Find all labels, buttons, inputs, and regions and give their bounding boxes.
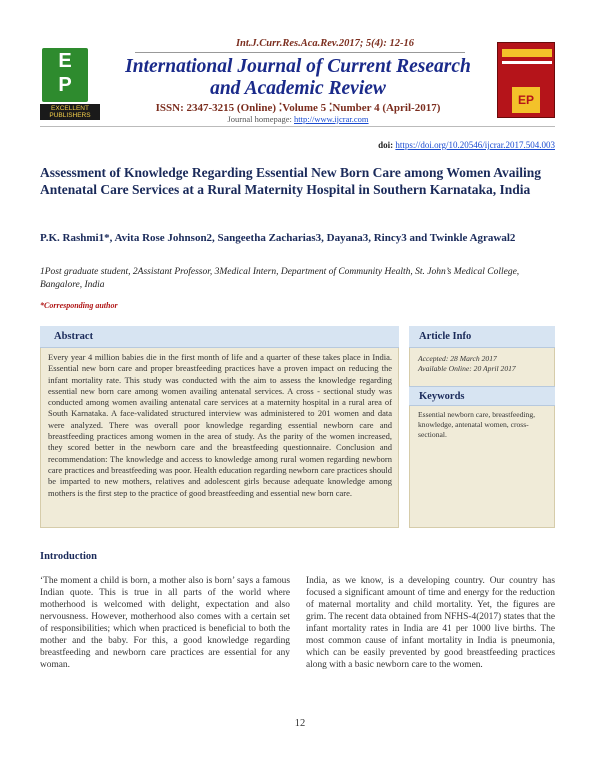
- body-column-left: ‘The moment a child is born, a mother also is born’ says a famous Indian quote. This is true in all parts of the world where motherhood is welcomed with delight, expectation and also nervousness. However, motherhood also comes with a certain set of responsibilities; which when practiced is beneficial to both the mother and the baby. For this, a good knowledge regarding breastfeeding and newborn care practices are essential for any woman.: [40, 576, 290, 670]
- doi-line: [330, 140, 555, 150]
- cover-band: [502, 49, 552, 57]
- keywords-heading: Keywords: [419, 391, 465, 402]
- issn-volume-line: ISSN: 2347-3215 (Online) ⁚Volume 5 ⁚Number 4 (April-2017): [155, 102, 441, 114]
- author-affiliations: 1Post graduate student, 2Assistant Professor, 3Medical Intern, Department of Community Health, St. John’s Medical College, Bangalore, India: [40, 267, 520, 290]
- citation-divider: [135, 52, 465, 53]
- abstract-header: [40, 326, 399, 348]
- publisher-logo: [40, 48, 100, 119]
- journal-homepage: [118, 114, 478, 124]
- accepted-date: Accepted: 28 March 2017: [418, 354, 497, 363]
- logo-letter-e: E: [58, 50, 72, 72]
- body-column-right: India, as we know, is a developing country. Our country has focused a significant amount of time and energy for the reduction of maternal mortality and child mortality. Yet, the figures are grim. The recent data obtained from NFHS-4(2017) states that the infant mortality rates in India are 41 per 1000 live births. The most common cause of infant mortality in India is pneumonia, which can be easily prevented by good breastfeeding practices along with a basic newborn care to the women.: [306, 576, 555, 670]
- abstract-text: Every year 4 million babies die in the first month of life and a quarter of these takes place in India. Essential new born care and proper breastfeeding practices have a proven impact on reducing the infant mortality rate. This study was conducted with the aim to assess the knowledge regarding essential new born care among women availing antenatal services. A cross - sectional study was conducted among women availing antenatal care services at a maternity hospital in a rural area of South Karnataka. A face-validated structured interview was administered to 201 women and data were analyzed. There was overall poor knowledge regarding essential newborn care and breastfeeding practices among women in the area of study. As the parity of the women increased, they scored better in the newborn care and the breastfeeding questionnaire. Conclusion and recommendation: The knowledge and access to knowledge among rural women regarding newborn care practices and breastfeeding was poor. Health education regarding newborn care practices should be imparted to new mothers, relatives and adolescent girls because adequate knowledge among mothers is the first step to the practice of good breastfeeding and essential new born care.: [48, 352, 392, 498]
- page-number: 12: [294, 718, 306, 729]
- abstract-heading: Abstract: [54, 331, 94, 342]
- article-info-header: [409, 326, 555, 348]
- article-title: Assessment of Knowledge Regarding Essential New Born Care among Women Availing Antenatal Care Services at a Rural Maternity Hospital in Southern Karnataka, India: [40, 165, 542, 197]
- available-date: Available Online: 20 April 2017: [418, 364, 516, 373]
- journal-title: International Journal of Current Research and Academic Review: [125, 56, 471, 99]
- cover-stripe: [502, 61, 552, 64]
- logo-letter-p: P: [58, 74, 72, 96]
- doi-label: doi:: [378, 140, 396, 150]
- article-dates: [418, 354, 552, 374]
- doi-link[interactable]: https://doi.org/10.20546/ijcrar.2017.504.003: [395, 140, 555, 150]
- keywords-text: Essential newborn care, breastfeeding, knowledge, antenatal women, cross-sectional.: [418, 410, 536, 439]
- cover-ep-mark: EP: [512, 87, 540, 113]
- logo-badge: [42, 48, 88, 102]
- logo-publisher-name: [40, 104, 100, 120]
- keywords-header: [409, 386, 555, 406]
- journal-citation: Int.J.Curr.Res.Aca.Rev.2017; 5(4): 12-16: [235, 38, 415, 49]
- logo-publisher-line2: PUBLISHERS: [49, 112, 91, 119]
- article-info-heading: Article Info: [419, 331, 472, 342]
- corresponding-author-note: *Corresponding author: [40, 301, 118, 310]
- author-list: P.K. Rashmi1*, Avita Rose Johnson2, Sangeetha Zacharias3, Dayana3, Rincy3 and Twinkle Agrawal2: [40, 232, 516, 244]
- introduction-heading: Introduction: [40, 551, 97, 562]
- header-divider: [40, 126, 555, 127]
- journal-cover-image: [497, 42, 555, 118]
- logo-publisher-line1: EXCELLENT: [51, 105, 89, 112]
- homepage-label: Journal homepage:: [227, 114, 295, 124]
- homepage-link[interactable]: http://www.ijcrar.com: [294, 114, 369, 124]
